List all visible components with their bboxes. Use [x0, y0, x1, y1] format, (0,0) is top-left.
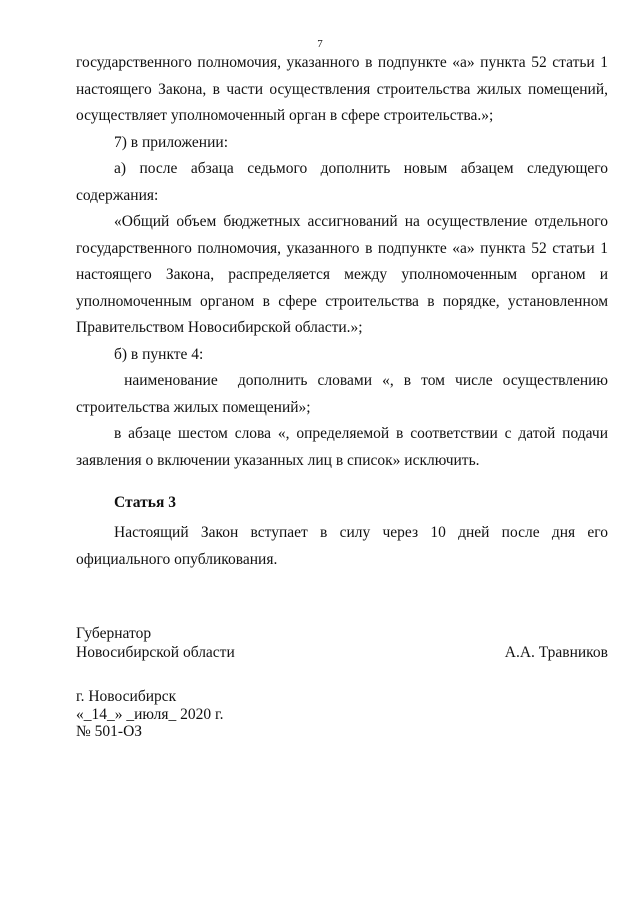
paragraph-naming: наименование дополнить словами «, в том числе осуществлению строительства жилых помещений»; — [76, 372, 612, 416]
paragraph-continuation: государственного полномочия, указанного в подпункте «а» пункта 52 статьи 1 настоящего Закона, в части осуществления строительства жилых помещений, осуществляет уполномоченный орган в сфере строительства.»; — [76, 54, 608, 124]
paragraph-item-7: 7) в приложении: — [114, 133, 228, 151]
signature-position-line1: Губернатор — [76, 625, 152, 642]
article-title: Статья 3 — [114, 494, 176, 511]
page-number: 7 — [317, 38, 323, 50]
article-text: Настоящий Закон вступает в силу через 10 дней после дня его официального опубликования. — [76, 524, 608, 568]
signature-position-line2: Новосибирской области — [76, 644, 235, 661]
city: г. Новосибирск — [76, 688, 177, 705]
signature-row — [76, 643, 608, 662]
paragraph-abzats-6: в абзаце шестом слова «, определяемой в соответствии с датой подачи заявления о включении указанных лиц в список» исключить. — [76, 425, 608, 469]
paragraph-subitem-b: б) в пункте 4: — [114, 345, 204, 363]
law-date: «_14_» _июля_ 2020 г. — [76, 705, 224, 723]
paragraph-subitem-a: а) после абзаца седьмого дополнить новым абзацем следующего содержания: — [76, 160, 608, 204]
signature-block — [76, 624, 608, 662]
signature-name: А.А. Травников — [504, 644, 608, 661]
document-body — [76, 50, 612, 474]
law-number: № 501-ОЗ — [76, 723, 143, 740]
place-date-block — [76, 688, 223, 741]
paragraph-quote: «Общий объем бюджетных ассигнований на осуществление отдельного государственного полномочия, указанного в подпункте «а» пункта 52 статьи 1 настоящего Закона, распределяется между уполномоченным органом и уполномоченным органом в сфере строительства в порядке, установленном Правительством Новосибирской области.»; — [76, 213, 608, 336]
